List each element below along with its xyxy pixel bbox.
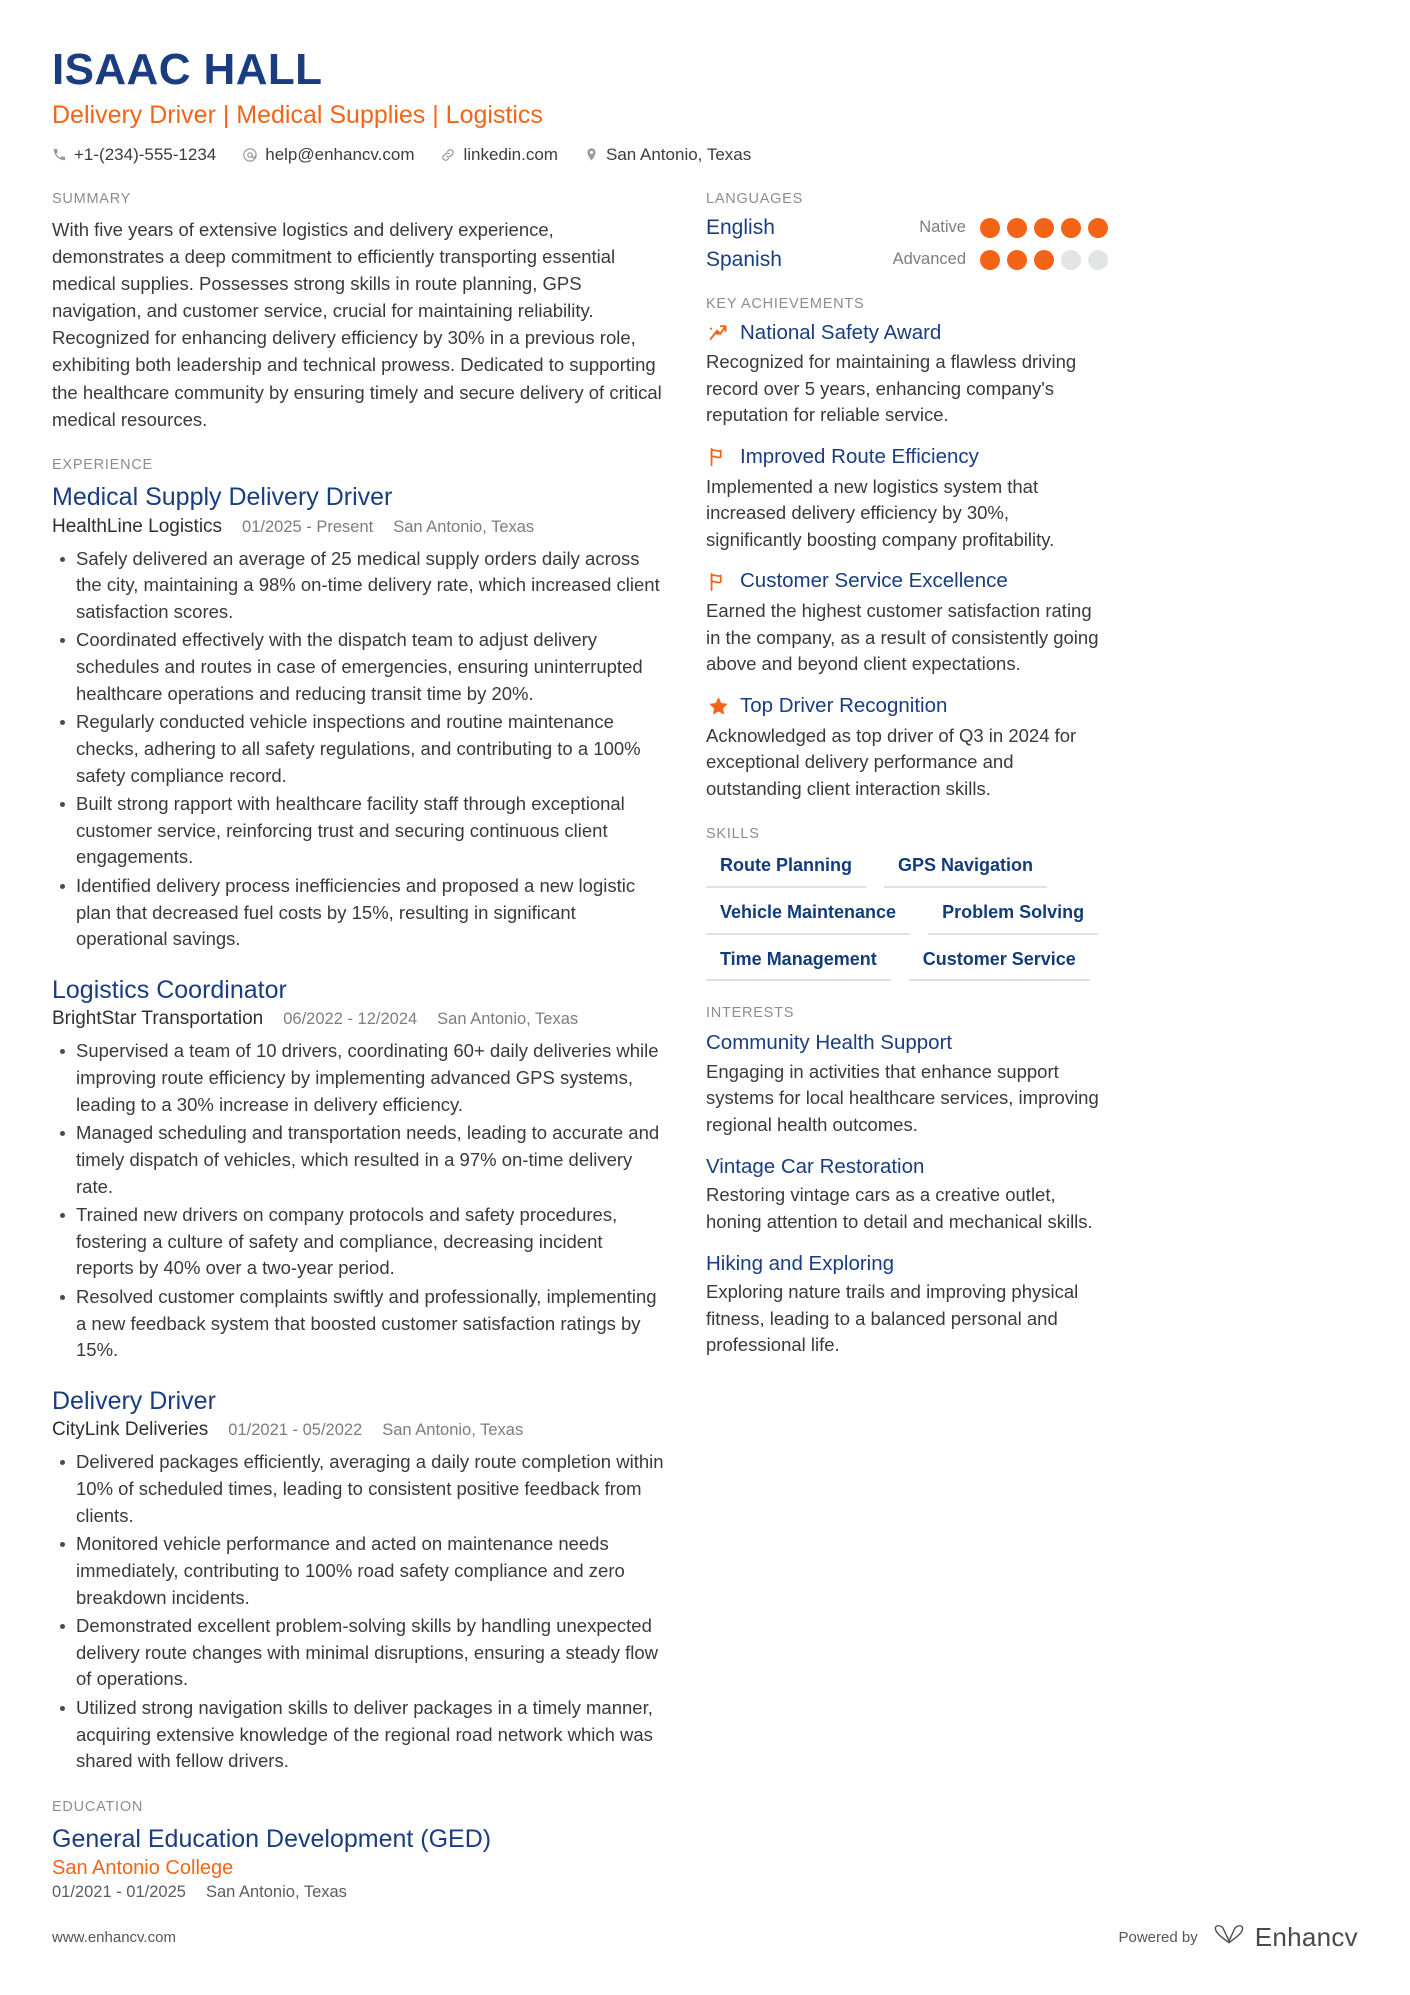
job-title: Delivery Driver xyxy=(52,1386,216,1415)
job-bullet: Built strong rapport with healthcare facility staff through exceptional customer service, reinforcing trust and securing continuous client engagements. xyxy=(52,791,664,871)
languages-section xyxy=(706,191,1108,272)
skill-tag: GPS Navigation xyxy=(884,851,1047,888)
skill-tag: Time Management xyxy=(706,945,891,982)
experience-label: EXPERIENCE xyxy=(52,457,153,474)
interest-desc: Exploring nature trails and improving physical fitness, leading to a balanced personal and professional life. xyxy=(706,1281,1079,1356)
job-meta xyxy=(52,516,664,538)
summary-text: With five years of extensive logistics and delivery experience, demonstrates a deep commitment to efficiently transporting essential medical supplies. Possesses strong skills in route planning, GPS navigation, and customer service, crucial for maintaining reliability. Recognized for enhancing delivery efficiency by 30% in a previous role, exhibiting both leadership and technical prowess. Dedicated to supporting the healthcare community by ensuring timely and secure delivery of critical medical resources. xyxy=(52,218,662,430)
phone-icon xyxy=(52,147,67,162)
languages-label: LANGUAGES xyxy=(706,190,803,207)
contact-phone-text: +1-(234)-555-1234 xyxy=(74,144,217,164)
job-bullet: Regularly conducted vehicle inspections and routine maintenance checks, adhering to all safety regulations, and contributing to a 100% safety compliance record. xyxy=(52,709,664,789)
job-bullets xyxy=(52,546,664,953)
job-bullet: Utilized strong navigation skills to deliver packages in a timely manner, acquiring extensive knowledge of the regional road network which was shared with fellow drivers. xyxy=(52,1695,664,1775)
enhancv-mark-icon xyxy=(1212,1923,1246,1952)
interest-title: Hiking and Exploring xyxy=(706,1251,895,1275)
contact-location xyxy=(584,145,751,165)
contact-link-text: linkedin.com xyxy=(463,144,558,164)
job-bullet: Demonstrated excellent problem-solving skills by handling unexpected delivery route changes with minimal disruptions, ensuring a steady flow of operations. xyxy=(52,1613,664,1693)
left-column xyxy=(52,191,664,1927)
footer-url[interactable]: www.enhancv.com xyxy=(52,1929,176,1946)
job-bullet: Trained new drivers on company protocols and safety procedures, fostering a culture of safety and compliance, decreasing incident reports by 40% over a two-year period. xyxy=(52,1202,664,1282)
contact-email-text: help@enhancv.com xyxy=(265,144,415,164)
job-bullet: Monitored vehicle performance and acted on maintenance needs immediately, contributing to 100% road safety compliance and zero breakdown incidents. xyxy=(52,1531,664,1611)
achievement-desc: Implemented a new logistics system that increased delivery efficiency by 30%, significantly boosting company profitability. xyxy=(706,475,1055,550)
skills-section xyxy=(706,826,1108,981)
job-bullet: Coordinated effectively with the dispatch team to adjust delivery schedules and routes in case of emergencies, ensuring uninterrupted healthcare operations and reducing transit time by 20%. xyxy=(52,627,664,707)
rating-dot xyxy=(1034,250,1054,270)
achievement-title: Top Driver Recognition xyxy=(740,693,948,717)
summary-label: SUMMARY xyxy=(52,190,132,207)
contact-phone[interactable] xyxy=(52,145,216,165)
achievement-desc: Acknowledged as top driver of Q3 in 2024 for exceptional delivery performance and outstanding client interaction skills. xyxy=(706,724,1077,799)
job-dates: 06/2022 - 12/2024 xyxy=(283,1010,418,1029)
experience-item xyxy=(52,482,664,953)
job-company: BrightStar Transportation xyxy=(52,1008,264,1030)
trending-arrow-icon xyxy=(706,321,730,345)
skill-tag: Customer Service xyxy=(909,945,1090,982)
achievement-item xyxy=(706,321,1108,429)
interest-desc: Engaging in activities that enhance support systems for local healthcare services, improving regional health outcomes. xyxy=(706,1060,1099,1136)
location-icon xyxy=(584,147,599,162)
job-bullet: Identified delivery process inefficiencies and proposed a new logistic plan that decreased fuel costs by 15%, resulting in significant operational savings. xyxy=(52,873,664,953)
rating-dot xyxy=(1088,218,1108,238)
language-rating xyxy=(980,250,1108,270)
footer-brand-area xyxy=(1118,1922,1358,1953)
education-school: San Antonio College xyxy=(52,1857,234,1880)
education-dates: 01/2021 - 01/2025 xyxy=(52,1883,186,1902)
flag-icon xyxy=(706,570,730,594)
job-location: San Antonio, Texas xyxy=(393,517,535,536)
interest-item xyxy=(706,1251,1108,1360)
achievement-item xyxy=(706,694,1108,802)
right-column xyxy=(706,191,1108,1384)
job-dates: 01/2025 - Present xyxy=(242,517,374,536)
skills-list xyxy=(706,851,1108,981)
rating-dot xyxy=(1034,218,1054,238)
achievement-desc: Earned the highest customer satisfaction rating in the company, as a result of consistently going above and beyond client expectations. xyxy=(706,600,1099,675)
job-dates: 01/2021 - 05/2022 xyxy=(228,1421,363,1440)
skill-tag: Vehicle Maintenance xyxy=(706,898,910,935)
headline: Delivery Driver | Medical Supplies | Logistics xyxy=(52,100,543,129)
rating-dot xyxy=(1088,250,1108,270)
experience-item xyxy=(52,1386,664,1775)
achievement-desc: Recognized for maintaining a flawless driving record over 5 years, enhancing company's reputation for reliable service. xyxy=(706,351,1077,426)
page-title: ISAAC HALL xyxy=(52,45,323,94)
rating-dot xyxy=(1061,218,1081,238)
job-bullet: Managed scheduling and transportation needs, leading to accurate and timely dispatch of vehicles, which resulted in a 97% on-time delivery rate. xyxy=(52,1120,664,1200)
interest-item xyxy=(706,1154,1108,1236)
language-level: Advanced xyxy=(892,250,966,269)
education-item xyxy=(52,1824,664,1903)
enhancv-logo xyxy=(1212,1922,1358,1953)
education-meta xyxy=(52,1883,664,1902)
rating-dot xyxy=(1007,218,1027,238)
resume-header xyxy=(52,46,1358,165)
job-meta xyxy=(52,1008,664,1030)
experience-section xyxy=(52,457,664,1775)
achievement-head xyxy=(706,321,1108,346)
education-degree: General Education Development (GED) xyxy=(52,1824,492,1853)
job-bullets xyxy=(52,1449,664,1775)
language-item xyxy=(706,248,1108,272)
job-meta xyxy=(52,1419,664,1441)
rating-dot xyxy=(1007,250,1027,270)
achievements-section xyxy=(706,296,1108,803)
education-label: EDUCATION xyxy=(52,1798,144,1815)
rating-dot xyxy=(980,250,1000,270)
job-location: San Antonio, Texas xyxy=(437,1010,579,1029)
job-bullet: Resolved customer complaints swiftly and professionally, implementing a new feedback system that boosted customer satisfaction ratings by 15%. xyxy=(52,1284,664,1364)
email-icon xyxy=(242,147,258,163)
powered-by-label: Powered by xyxy=(1118,1929,1198,1946)
page-footer xyxy=(52,1922,1358,1953)
achievement-title: National Safety Award xyxy=(740,320,942,344)
language-level: Native xyxy=(919,218,966,237)
education-location: San Antonio, Texas xyxy=(205,1883,347,1902)
job-bullet: Delivered packages efficiently, averaging a daily route completion within 10% of scheduled times, leading to consistent positive feedback from clients. xyxy=(52,1449,664,1529)
job-title: Logistics Coordinator xyxy=(52,975,287,1004)
star-icon xyxy=(706,694,730,718)
interests-label: INTERESTS xyxy=(706,1005,795,1022)
language-item xyxy=(706,216,1108,240)
job-bullets xyxy=(52,1038,664,1364)
language-name: Spanish xyxy=(706,247,782,271)
interest-desc: Restoring vintage cars as a creative outlet, honing attention to detail and mechanical skills. xyxy=(706,1184,1093,1232)
achievement-head xyxy=(706,694,1108,719)
achievement-item xyxy=(706,445,1108,553)
experience-item xyxy=(52,975,664,1364)
interest-title: Vintage Car Restoration xyxy=(706,1154,925,1178)
interest-title: Community Health Support xyxy=(706,1031,953,1055)
skills-label: SKILLS xyxy=(706,826,760,843)
job-title: Medical Supply Delivery Driver xyxy=(52,483,393,512)
rating-dot xyxy=(980,218,1000,238)
skill-tag: Route Planning xyxy=(706,851,866,888)
enhancv-wordmark: Enhancv xyxy=(1254,1922,1358,1952)
achievement-head xyxy=(706,569,1108,594)
skill-tag: Problem Solving xyxy=(928,898,1098,935)
flag-icon xyxy=(706,445,730,469)
achievement-title: Improved Route Efficiency xyxy=(740,444,979,468)
contact-location-text: San Antonio, Texas xyxy=(605,144,752,164)
link-icon xyxy=(440,147,456,163)
job-bullet: Safely delivered an average of 25 medical supply orders daily across the city, maintaining a 98% on-time delivery rate, which increased client satisfaction scores. xyxy=(52,546,664,626)
achievement-title: Customer Service Excellence xyxy=(740,569,1008,593)
job-bullet: Supervised a team of 10 drivers, coordinating 60+ daily deliveries while improving route efficiency by implementing advanced GPS systems, leading to a 30% increase in delivery efficiency. xyxy=(52,1038,664,1118)
job-location: San Antonio, Texas xyxy=(382,1421,524,1440)
language-rating xyxy=(980,218,1108,238)
achievements-label: KEY ACHIEVEMENTS xyxy=(706,295,865,312)
language-name: English xyxy=(706,215,775,239)
education-section xyxy=(52,1799,664,1903)
interests-section xyxy=(706,1005,1108,1359)
achievement-head xyxy=(706,445,1108,470)
content-columns xyxy=(52,191,1358,1927)
job-company: HealthLine Logistics xyxy=(52,515,223,537)
contact-email[interactable] xyxy=(242,145,414,165)
contact-link[interactable] xyxy=(440,145,558,165)
contact-row xyxy=(52,145,1358,165)
interest-item xyxy=(706,1030,1108,1139)
summary-section xyxy=(52,191,664,434)
job-company: CityLink Deliveries xyxy=(52,1419,209,1441)
achievement-item xyxy=(706,569,1108,677)
rating-dot xyxy=(1061,250,1081,270)
